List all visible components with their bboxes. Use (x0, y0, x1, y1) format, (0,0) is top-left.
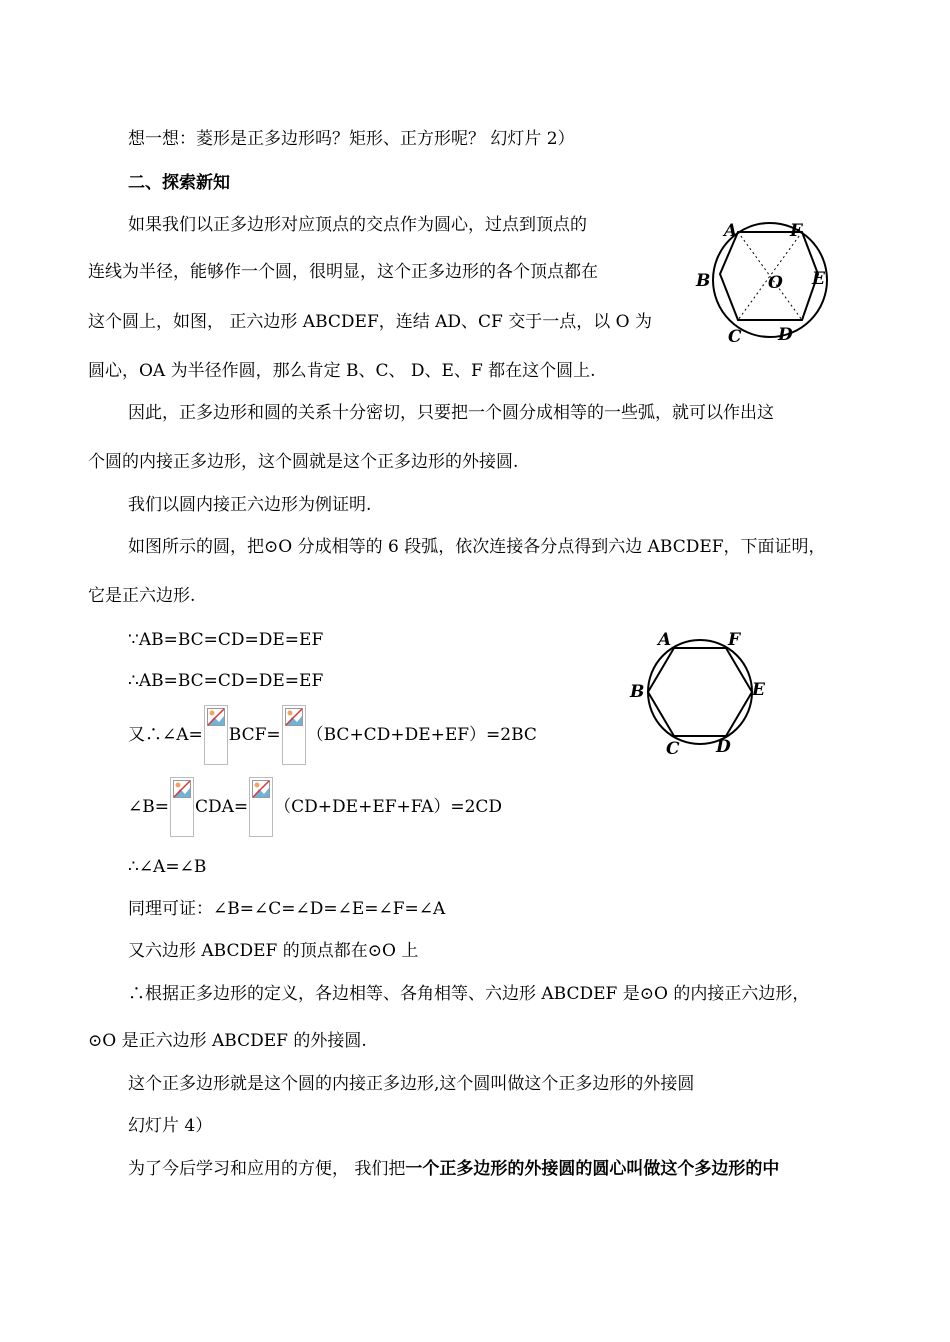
para3-line3: 这个圆上，如图， 正六边形 ABCDEF，连结 AD、CF 交于一点，以 O 为 (88, 312, 652, 332)
broken-formula-image (282, 705, 306, 765)
label-a: A (724, 221, 738, 241)
proof-line1: ∵AB=BC=CD=DE=EF (128, 630, 324, 650)
label-f: F (790, 221, 803, 241)
para4-line2: 个圆的内接正多边形，这个圆就是这个正多边形的外接圆. (88, 452, 519, 472)
label-c: C (666, 739, 680, 758)
label-b: B (630, 682, 645, 702)
label-a: A (658, 630, 672, 650)
hexagon-figure-with-center (690, 216, 840, 346)
section-heading: 二、探索新知 (128, 173, 230, 193)
label-e: E (752, 680, 765, 700)
label-o: O (768, 273, 783, 293)
inscribed-hexagon-figure (628, 628, 788, 758)
broken-formula-image (170, 777, 194, 837)
para9 (128, 1158, 779, 1180)
proof-line3 (128, 705, 537, 765)
para6-line1: 如图所示的圆，把⊙O 分成相等的 6 段弧，依次连接各分点得到六边 ABCDEF，下面证明， (128, 537, 826, 557)
broken-image-icon (173, 780, 191, 798)
proof-line4-end: （CD+DE+EF+FA）=2CD (274, 797, 503, 817)
para7: 这个正多边形就是这个圆的内接正多边形,这个圆叫做这个正多边形的外接圆 (128, 1074, 695, 1094)
label-d: D (778, 325, 793, 345)
para3-line2: 连线为半径，能够作一个圆，很明显，这个正多边形的各个顶点都在 (88, 262, 598, 282)
proof-line4-mid: CDA= (194, 797, 249, 817)
para9-normal: 为了今后学习和应用的方便， 我们把 (128, 1159, 406, 1179)
para9-bold: 一个正多边形的外接圆的圆心叫做这个多边形的中 (405, 1159, 780, 1179)
broken-formula-image (204, 705, 228, 765)
broken-image-icon (285, 708, 303, 726)
proof-line6: 同理可证：∠B=∠C=∠D=∠E=∠F=∠A (128, 899, 446, 919)
proof-line2: ∴AB=BC=CD=DE=EF (128, 671, 324, 691)
broken-image-icon (207, 708, 225, 726)
para4-line1: 因此，正多边形和圆的关系十分密切，只要把一个圆分成相等的一些弧，就可以作出这 (128, 403, 774, 423)
para3-line1: 如果我们以正多边形对应顶点的交点作为圆心，过点到顶点的 (128, 215, 587, 235)
proof-line5: ∴∠A=∠B (128, 857, 207, 877)
think-line: 想一想：菱形是正多边形吗？矩形、正方形呢？ 幻灯片 2） (128, 129, 575, 149)
proof-line8: ∴根据正多边形的定义，各边相等、各角相等、六边形 ABCDEF 是⊙O 的内接正六边形， (128, 984, 810, 1004)
proof-line7: 又六边形 ABCDEF 的顶点都在⊙O 上 (128, 941, 419, 961)
proof-line9: ⊙O 是正六边形 ABCDEF 的外接圆. (88, 1031, 367, 1051)
label-f: F (728, 630, 741, 650)
broken-image-icon (252, 780, 270, 798)
para5: 我们以圆内接正六边形为例证明. (128, 495, 372, 515)
label-c: C (728, 327, 742, 346)
proof-line3-end: （BC+CD+DE+EF）=2BC (306, 725, 537, 745)
broken-formula-image (249, 777, 273, 837)
slide-ref: 幻灯片 4） (128, 1116, 213, 1136)
proof-line3-start: 又∴∠A= (128, 725, 203, 745)
proof-line4-start: ∠B= (128, 797, 169, 817)
label-e: E (812, 269, 825, 289)
proof-line4 (128, 777, 502, 837)
proof-line3-mid: BCF= (228, 725, 281, 745)
para3-line4: 圆心，OA 为半径作圆，那么肯定 B、C、 D、E、F 都在这个圆上. (88, 361, 596, 381)
label-d: D (716, 737, 731, 757)
label-b: B (696, 271, 711, 291)
para6-line2: 它是正六边形. (88, 586, 196, 606)
